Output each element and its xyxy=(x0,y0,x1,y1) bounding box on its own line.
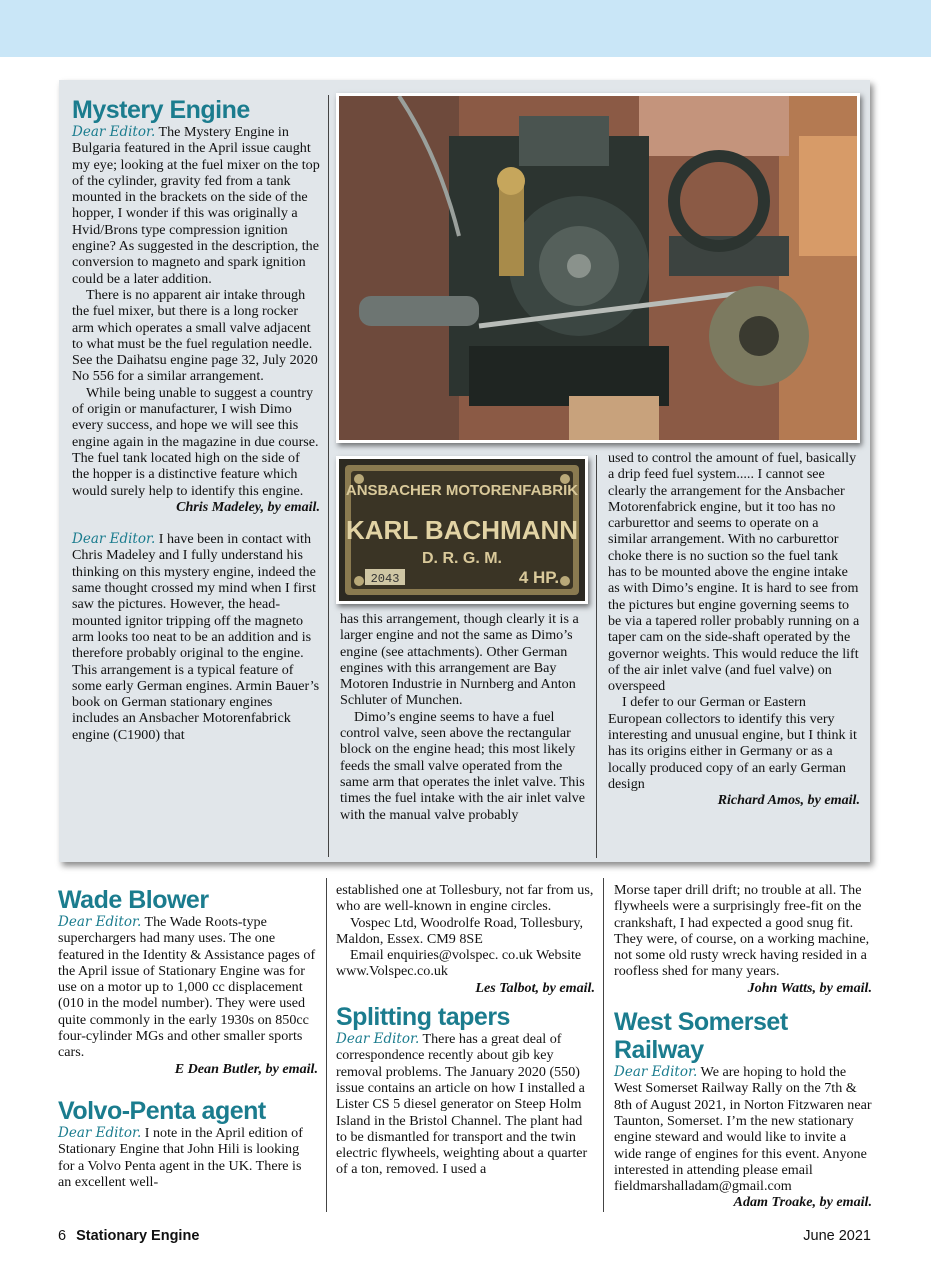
signature-richard-amos: Richard Amos, by email. xyxy=(717,792,860,809)
wsr-paragraph-1: We are hoping to hold the West Somerset Railway Rally on the 7th & 8th of August 2021, in Norton Fitzwaren near Taunton, Somerset. I’m the new stationary engine steward and would like to invite a wide range of engines for this event. Anyone interested in attending please email fieldmarshalladam@gmail.com xyxy=(614,1064,872,1195)
mystery-column-1 xyxy=(72,96,320,743)
mystery-engine-title: Mystery Engine xyxy=(72,96,250,124)
volvo-contact: Email enquiries@volspec. co.uk Website www.Volspec.co.uk xyxy=(336,947,582,980)
mystery-paragraph-7: used to control the amount of fuel, basically a drip feed fuel system..... I cannot see clearly the arrangement for the Ansbacher Motorenfabrick engine, but it too has no carburettor and seems to operate on a similar arrangement. With no carburettor choke there is no suction so the fuel tank has to be mounted above the engine intake as with Dimo’s engine. It is hard to see from the pictures but engine governing seems to be via a tapered roller probably running on a taper cam on the side-shaft operated by the governor weights. This would reduce the lift of the air inlet valve (and fuel valve) on overspeed xyxy=(608,450,860,695)
dear-editor-label: Dear Editor. xyxy=(614,1064,698,1081)
top-color-band xyxy=(0,0,931,57)
plate-line2: KARL BACHMANN xyxy=(345,515,579,545)
plate-line1: ANSBACHER MOTORENFABRIK xyxy=(345,482,579,499)
volvo-penta-title: Volvo-Penta agent xyxy=(58,1096,266,1125)
signature-e-dean-butler: E Dean Butler, by email. xyxy=(174,1060,318,1077)
mystery-paragraph-3: While being unable to suggest a country of origin or manufacturer, I wish Dimo every success, and hope we will see this engine again in the magazine in due course. The fuel tank located high on the side of the hopper is a distinctive feature which would surely help to identify this engine. xyxy=(72,384,319,499)
mystery-paragraph-4: I have been in contact with Chris Madeley and I fully understand his thinking on this mystery engine, indeed the same thought crossed my mind when I first saw the pictures. However, the head-mounted ignitor tripping off the magneto arm looks too neat to be an addition and is therefore probably original to the engine. This arrangement is a typical feature of some early German engines. Armin Bauer’s book on German stationary engines includes an Ansbacher Motorenfabrick engine (C1900) that xyxy=(72,531,320,743)
signature-les-talbot: Les Talbot, by email. xyxy=(475,979,595,996)
volvo-paragraph-2: established one at Tollesbury, not far from us, who are well-known in engine circles. xyxy=(336,882,594,915)
signature-john-watts: John Watts, by email. xyxy=(747,979,872,996)
tapers-paragraph-2: Morse taper drill drift; no trouble at all. The flywheels were a surprisingly free-fit on the crankshaft, I had expected a good snug fit. They were, of course, on a working machine, not some old rusty wreck having resided in a roofless shed for many years. xyxy=(614,882,870,980)
dear-editor-label: Dear Editor. xyxy=(336,1031,420,1048)
engine-illustration xyxy=(339,96,857,440)
dear-editor-label: Dear Editor. xyxy=(58,914,142,930)
mystery-paragraph-1: The Mystery Engine in Bulgaria featured in the April issue caught my eye; looking at the fuel mixer on the top of the cylinder, gravity fed from a tank mounted in the brackets on the side of the hopper, I wonder if this was originally a Hvid/Brons type compression ignition engine? As suggested in the description, the conversion to magneto and spark ignition could be a later addition. xyxy=(72,124,320,287)
mystery-column-3 xyxy=(608,450,860,809)
volvo-address: Vospec Ltd, Woodrolfe Road, Tollesbury, Maldon, Essex. CM9 8SE xyxy=(336,914,584,947)
mystery-paragraph-6: Dimo’s engine seems to have a fuel control valve, seen above the rectangular block on the engine head; this most likely feeds the small valve operated from the same arm that operates the inlet valve. This times the fuel intake with the air inlet valve with the manual valve probably xyxy=(340,708,585,823)
panel-divider-right xyxy=(596,455,597,858)
mystery-paragraph-8: I defer to our German or Eastern European collectors to identify this very interesting and unusual engine, but I think it has its origins either in Germany or as a locally produced copy of an early German design xyxy=(608,694,857,792)
lower-column-1 xyxy=(58,886,318,1190)
makers-plate-illustration xyxy=(339,459,585,601)
plate-line3: D. R. G. M. xyxy=(422,550,502,567)
mystery-paragraph-5: has this arrangement, though clearly it is a larger engine and not the same as Dimo’s engine (see attachments). Other German engines with this arrangement are Bay Motoren Industrie in Nurnberg and Anton Schluter of Munchen. xyxy=(340,611,579,709)
tapers-paragraph-1: There has a great deal of correspondence recently about gib key removal problems. The January 2020 (550) issue contains an article on how I installed a Lister CS 5 diesel generator on Steep Holm Island in the Bristol Channel. The plant had to be dismantled for transport and the twin electric flywheels, weighting about a quarter of a ton, removed. I used a xyxy=(336,1031,588,1178)
panel-divider-left xyxy=(328,95,329,857)
splitting-tapers-title: Splitting tapers xyxy=(336,1003,510,1032)
lower-divider-left xyxy=(326,878,327,1212)
lower-column-3 xyxy=(614,882,872,1211)
wade-blower-title: Wade Blower xyxy=(58,886,209,914)
volvo-paragraph-1: I note in the April edition of Stationary Engine that John Hili is looking for a Volvo Penta agent in the UK. There is an excellent well- xyxy=(58,1124,303,1190)
magazine-name: Stationary Engine xyxy=(76,1228,200,1244)
page-date: June 2021 xyxy=(803,1228,871,1244)
plate-hp: 4 HP. xyxy=(518,568,560,587)
lower-column-2 xyxy=(336,882,595,1178)
lower-divider-right xyxy=(603,878,604,1212)
wade-paragraph-1: The Wade Roots-type superchargers had many uses. The one featured in the Identity & Assistance pages of the April issue of Stationary Engine was for use on a motor up to 1,000 cc displacement (010 in the model number). They were used quite commonly in the early 1930s on 850cc four-cylinder MGs and other smaller sports cars. xyxy=(58,914,316,1061)
signature-adam-troake: Adam Troake, by email. xyxy=(733,1194,872,1211)
dear-editor-label: Dear Editor. xyxy=(58,1124,142,1141)
engine-photo xyxy=(336,93,860,443)
west-somerset-railway-title: West Somerset Railway xyxy=(614,1008,788,1065)
dear-editor-label: Dear Editor. xyxy=(72,124,156,140)
page-number: 6 xyxy=(58,1228,67,1244)
plate-serial: 2043 xyxy=(370,572,400,586)
mystery-paragraph-2: There is no apparent air intake through the fuel mixer, but there is a long rocker arm which operates a small valve adjacent to what must be the fuel regulation needle. See the Daihatsu engine page 32, July 2020 No 556 for a similar arrangement. xyxy=(72,286,318,385)
dear-editor-label: Dear Editor. xyxy=(72,531,156,548)
signature-chris-madeley: Chris Madeley, by email. xyxy=(176,498,320,515)
page-footer-left xyxy=(58,1228,199,1244)
makers-plate-photo xyxy=(336,456,588,604)
mystery-column-2 xyxy=(340,611,588,823)
